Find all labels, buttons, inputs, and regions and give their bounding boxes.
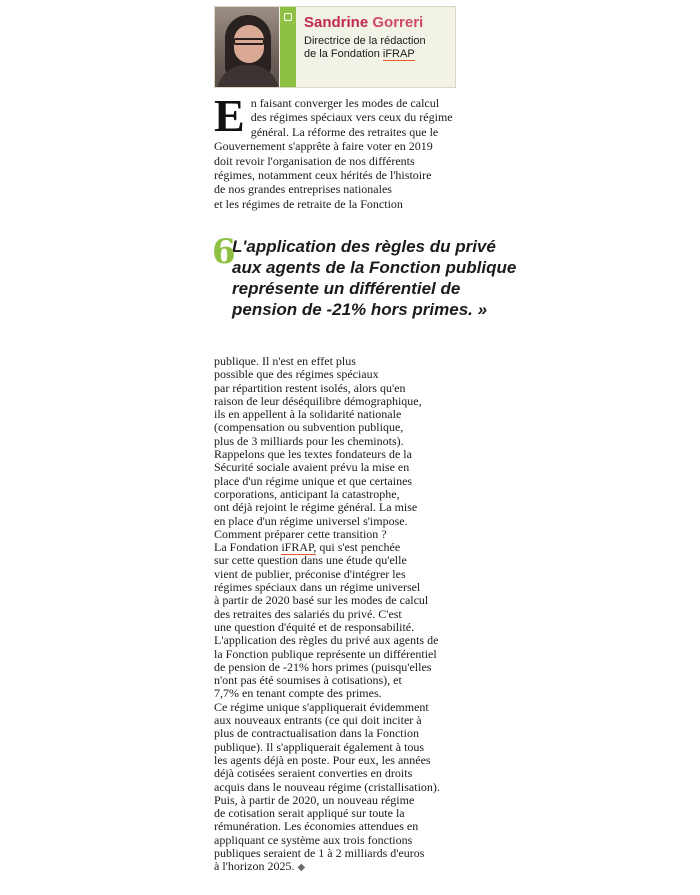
intro-line: n faisant converger les modes de calcul (250, 96, 440, 110)
author-first-name: Sandrine (304, 14, 369, 31)
body-line: appliquant ce système aux trois fonctions (214, 832, 413, 847)
body-line: de cotisation serait appliqué sur toute la (214, 806, 405, 821)
body-line: ont déjà rejoint le régime général. La mise (214, 500, 418, 515)
article-body (214, 355, 464, 875)
intro-line: Gouvernement s'apprête à faire voter en 2019 (214, 139, 433, 154)
pull-quote (212, 232, 517, 320)
author-role (304, 35, 454, 61)
author-name (304, 14, 423, 31)
body-line: corporations, anticipant la catastrophe, (214, 486, 400, 501)
author-role-line2: de la Fondation (304, 48, 383, 60)
author-photo (215, 7, 279, 87)
photo-glasses (233, 38, 265, 45)
body-line: L'application des règles du privé aux agents de (214, 633, 439, 648)
body-line: Sécurité sociale avaient prévu la mise en (214, 460, 410, 475)
body-line: régimes spéciaux dans un régime universel (214, 580, 421, 595)
pull-quote-line: pension de -21% hors primes. » (232, 300, 488, 319)
body-line: sur cette question dans une étude qu'elle (214, 553, 407, 568)
end-of-article-icon: ◆ (297, 862, 306, 874)
intro-line: régimes, notamment ceux hérités de l'histoire (214, 168, 432, 183)
pull-quote-line: L'application des règles du privé (232, 237, 496, 256)
last-line-text: à l'horizon 2025. (214, 859, 295, 874)
body-line: aux nouveaux entrants (ce qui doit inciter à (214, 713, 422, 728)
body-line: vient de publier, préconise d'intégrer les (214, 566, 406, 581)
body-line: Comment préparer cette transition ? (214, 526, 387, 541)
body-line: ils en appellent à la solidarité nationale (214, 407, 402, 422)
author-last-name: Gorreri (372, 14, 424, 31)
pull-quote-text (232, 236, 517, 320)
body-line: déjà cotisées seraient converties en droits (214, 766, 413, 781)
author-org: iFRAP (382, 48, 415, 60)
body-line: de pension de -21% hors primes (puisqu'elles (214, 659, 432, 674)
body-line: raison de leur déséquilibre démographique, (214, 393, 422, 408)
body-line: 7,7% en tenant compte des primes. (214, 686, 382, 701)
pull-quote-line: représente un différentiel de (232, 279, 461, 298)
body-line: n'ont pas été soumises à cotisations), et (214, 673, 402, 688)
speech-bubble-icon (284, 13, 292, 21)
body-line: plus de contractualisation dans la Fonction (214, 726, 419, 741)
fondation-org: iFRAP, (281, 540, 317, 555)
body-line-fondation (214, 541, 464, 554)
body-line: rémunération. Les économies attendues en (214, 819, 419, 834)
pull-quote-mark: 6 (212, 232, 236, 272)
body-line: publique). Il s'appliquerait également à tous (214, 739, 425, 754)
body-line: publique. Il n'est en effet plus (214, 354, 356, 368)
intro-line: et les régimes de retraite de la Fonction (214, 196, 403, 211)
fondation-pre: La Fondation (214, 540, 282, 555)
body-line: par répartition restent isolés, alors qu'en (214, 380, 406, 395)
body-line: place d'un régime unique et que certaines (214, 473, 413, 488)
body-line: Rappelons que les textes fondateurs de la (214, 447, 412, 462)
pull-quote-line: aux agents de la Fonction publique (232, 258, 517, 277)
intro-line: général. La réforme des retraites que le (250, 124, 439, 139)
body-line: plus de 3 milliards pour les cheminots). (214, 433, 404, 448)
author-box (214, 6, 456, 88)
body-line: Puis, à partir de 2020, un nouveau régime (214, 792, 415, 807)
author-badge (280, 7, 296, 87)
body-line: Ce régime unique s'appliquerait évidemment (214, 699, 429, 714)
body-line: acquis dans le nouveau régime (cristallisation). (214, 779, 440, 794)
body-line: à partir de 2020 basé sur les modes de calcul (214, 593, 429, 608)
body-line: publiques seraient de 1 à 2 milliards d'euros (214, 845, 425, 860)
body-line: une question d'équité et de responsabilité. (214, 619, 415, 634)
drop-cap: E (214, 90, 245, 141)
author-role-line1: Directrice de la rédaction (304, 35, 426, 47)
body-line: en place d'un régime universel s'impose. (214, 513, 408, 528)
fondation-post: qui s'est penchée (316, 540, 401, 555)
intro-line: de nos grandes entreprises nationales (214, 182, 392, 197)
body-line: des retraites des salariés du privé. C'est (214, 606, 402, 621)
body-last-line (214, 860, 464, 874)
intro-line: des régimes spéciaux vers ceux du régime (250, 110, 453, 125)
body-line: les agents déjà en poste. Pour eux, les années (214, 752, 431, 767)
body-line: possible que des régimes spéciaux (214, 367, 379, 382)
intro-paragraph (214, 90, 459, 211)
intro-line: doit revoir l'organisation de nos différents (214, 153, 415, 168)
body-line: la Fonction publique représente un différentiel (214, 646, 437, 661)
body-line: (compensation ou subvention publique, (214, 420, 404, 435)
